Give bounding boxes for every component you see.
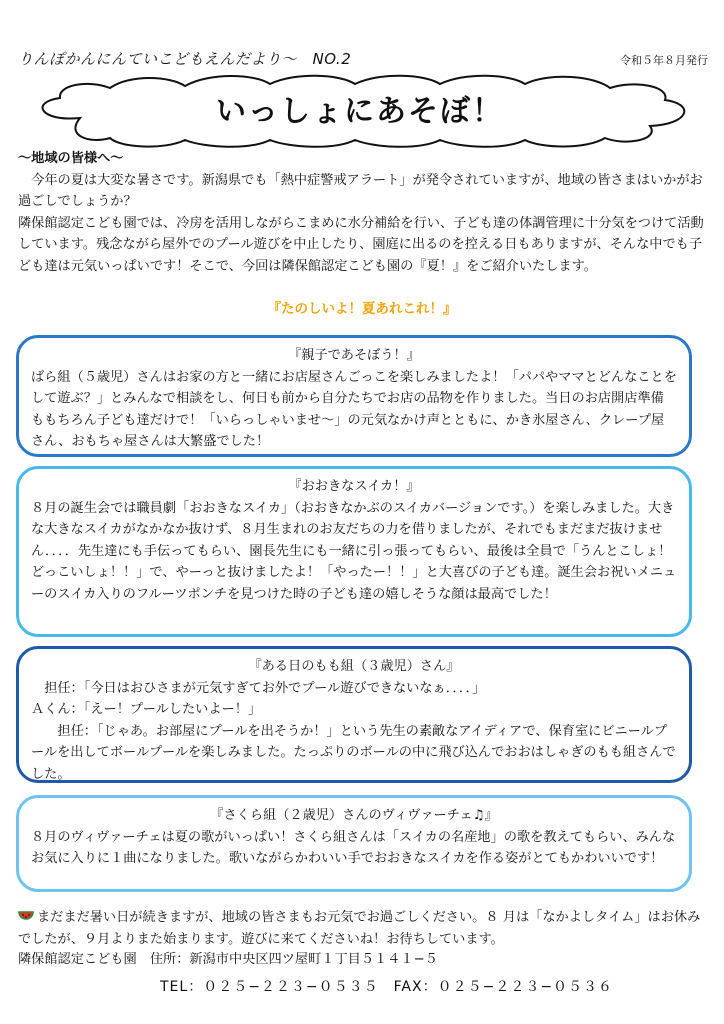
footer-message: まだまだ暑い日が続きますが、地域の皆さまもお元気でお過ごしください。８ 月は「なかよしタイム」はお休みでしたが、９月よりまた始まります。遊びに来てくださいね！お待ちしています。 (18, 910, 701, 947)
section-box-momo (16, 646, 692, 783)
footer-section (18, 908, 708, 970)
footer-contact: TEL：０２５−２２３−０５３５ FAX：０２５−２２３−０５３６ (160, 979, 614, 995)
intro-paragraph-2: 隣保館認定こども園では、冷房を活用しながらこまめに水分補給を行い、子ども達の体調管理に十分気をつけて活動しています。残念ながら屋外でのプール遊びを中止したり、園庭に出るのを控える日もありますが、そんな中でも子ども達は元気いっぱいです！そこで、今回は隣保館認定こども園の『夏！』をご紹介いたします。 (18, 215, 704, 274)
greeting-heading: 〜地域の皆様へ〜 (18, 151, 124, 166)
section-title: 『さくら組（２歳児）さんのヴィヴァーチェ♫』 (210, 808, 498, 823)
watermelon-icon (18, 910, 34, 930)
section-title: 『親子であそぼう！』 (288, 348, 420, 363)
highlight-heading: 『たのしいよ！夏あれこれ！』 (267, 301, 457, 317)
newsletter-header (18, 48, 708, 70)
section-body: ８月の誕生会では職員劇「おおきなスイカ」（おおきなかぶのスイカバージョンです。）を楽しみました。大きな大きなスイカがなかなか抜けず、８月生まれのお友だちの力を借りましたが、それでもまだまだ抜けません．．．．先生達にも手伝ってもらい、園長先生にも一緒に引っ張ってもらい、最後は全員で「うんとこしょ！どっこいしょ！！」で、やーっと抜けましたよ！「やったー！！」と大喜びの子ども達。誕生会お祝いメニューのスイカ入りのフルーツポンチを見つけた時の子ども達の嬉しそうな顔は最高でした！ (31, 500, 677, 602)
main-title: いっしょにあそぼ！ (216, 94, 504, 129)
issue-date: 令和５年８月発行 (620, 54, 708, 67)
section-box-sakura (16, 795, 692, 892)
intro-section (18, 148, 708, 277)
newsletter-series-title: りんぽかんにんていこどもえんだより〜 NO.2 (18, 50, 352, 68)
section-body: ばら組（５歳児）さんはお家の方と一緒にお店屋さんごっこを楽しみましたよ！「パパやママとどんなことをして遊ぶ？」とみんなで相談をし、何日も前から自分たちでお店の品物を作りました。当日のお店開店準備ももちろん子ども達だけで！「いらっしゃいませ〜」の元気なかけ声とともに、かき氷屋さん、クレープ屋さん、おもちゃ屋さんは大繁盛でした！ (31, 369, 677, 449)
section-box-suika (16, 466, 692, 637)
dialogue-line-teacher: 担任：「今日はおひさまが元気すぎてお外でプール遊びできないなぁ．．．．」 (44, 680, 486, 696)
intro-paragraph-1: 今年の夏は大変な暑さです。新潟県でも「熱中症警戒アラート」が発令されていますが、地域の皆さまはいかがお過ごしでしょうか？ (18, 172, 703, 209)
title-cloud (20, 72, 700, 148)
dialogue-line-teacher-2: 担任：「じゃあ。お部屋にプールを出そうか！」という先生の素敵なアイディアで、保育室にビニールプールを出してボールプールを楽しみました。たっぷりのボールの中に飛び込んでおおはしゃぎのもも組さんでした。 (31, 723, 676, 782)
footer-address: 隣保館認定こども園 住所：新潟市中央区四ツ屋町１丁目５１４１−５ (18, 952, 438, 967)
section-title: 『おおきなスイカ！』 (288, 479, 420, 494)
dialogue-line-child: Ａくん：「えー！プールしたいよー！」 (31, 702, 262, 717)
section-title: 『ある日のもも組（３歳児）さん』 (248, 659, 460, 674)
section-body: ８月のヴィヴァーチェは夏の歌がいっぱい！さくら組さんは「スイカの名産地」の歌を教えてもらい、みんなお気に入りに１曲になりました。歌いながらかわいい手でおおきなスイカを作る姿がとてもかわいいです！ (31, 829, 676, 866)
section-box-oyako (16, 335, 692, 457)
footer-message-line (18, 908, 708, 950)
